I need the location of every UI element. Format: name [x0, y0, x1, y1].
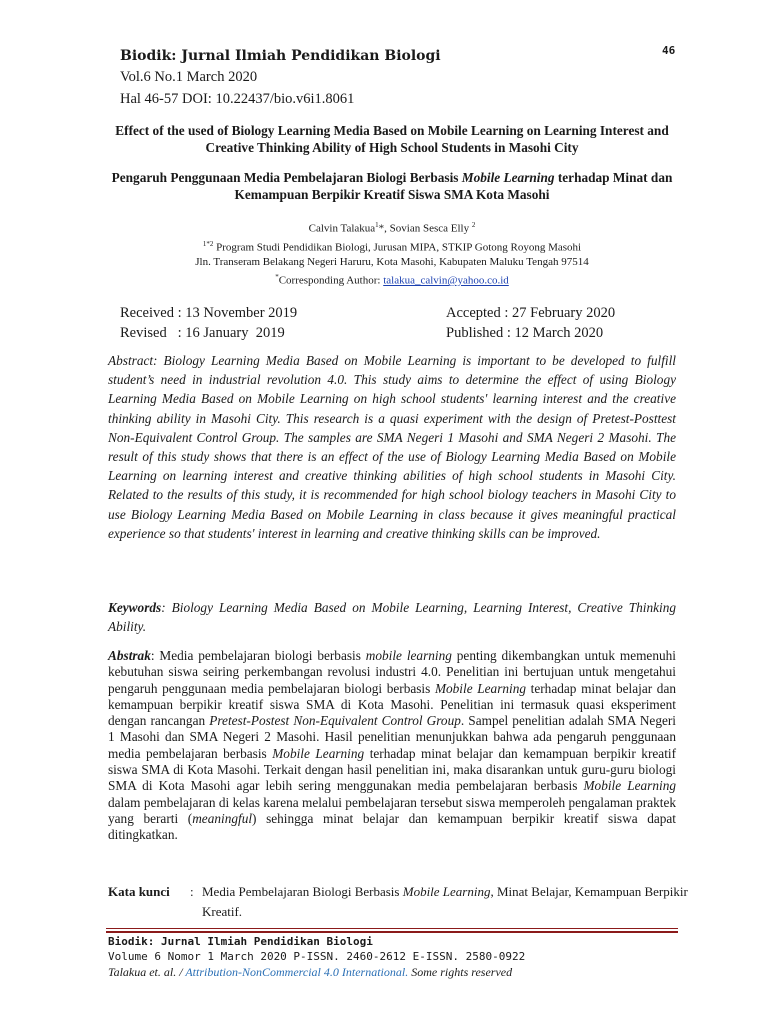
author-2: Sovian Sesca Elly [389, 222, 470, 235]
author-2-sup: 2 [471, 221, 476, 229]
kata-kunci-part: Media Pembelajaran Biologi Berbasis [202, 884, 403, 899]
page-number: 46 [662, 44, 676, 57]
abstrak-italic: Mobile Learning [434, 680, 527, 696]
author-1: Calvin Talakua [308, 222, 376, 235]
email-link[interactable]: talakua_calvin@yahoo.co.id [383, 274, 509, 287]
kata-kunci-colon: : [190, 884, 194, 899]
date-accepted: Accepted : 27 February 2020 [446, 305, 616, 321]
footer-issn: Volume 6 Nomor 1 March 2020 P-ISSN. 2460-2612 E-ISSN. 2580-0922 [108, 950, 526, 963]
abstrak-italic: Mobile Learning [272, 745, 365, 761]
date-published: Published : 12 March 2020 [446, 325, 604, 341]
abstrak-text: : Media pembelajaran biologi berbasis [150, 648, 366, 663]
journal-name: Biodik: Jurnal Ilmiah Pendidikan Biologi [120, 48, 441, 64]
footer-journal: Biodik: Jurnal Ilmiah Pendidikan Biologi [108, 935, 373, 948]
license-link[interactable]: Attribution-NonCommercial 4.0 International. [185, 965, 409, 979]
address: Jln. Transeram Belakang Negeri Haruru, Kota Masohi, Kabupaten Maluku Tengah 97514 [195, 256, 589, 269]
abstrak-label: Abstrak [108, 648, 151, 663]
abstrak-text: terhadap minat belajar dan kemampuan berpikir kreatif siswa SMA di Kota Masohi. Terkait dengan hasil penelitian ini, maka disarankan untuk guru-guru biologi SMA di Kota Masohi agar lebih sering menggunakan media pembelajaran berbasis [108, 745, 677, 794]
author-separator: , [384, 222, 390, 235]
abstrak-italic: Pretest-Postest Non-Equivalent Control Group [209, 713, 461, 729]
title-indonesian [108, 169, 676, 203]
journal-volume: Vol.6 No.1 March 2020 [120, 69, 258, 85]
corresponding-author [108, 270, 676, 289]
date-received: Received : 13 November 2019 [120, 305, 298, 321]
dates-row-1 [120, 303, 680, 323]
corresponding-sup: * [275, 273, 279, 282]
keywords [108, 598, 676, 636]
kata-kunci-text [202, 882, 688, 922]
date-revised: Revised : 16 January 2019 [120, 325, 285, 341]
abstrak-italic: Mobile Learning [583, 778, 676, 794]
affiliation-sup: 1*2 [202, 239, 214, 248]
author-1-mark: * [378, 222, 385, 235]
journal-header [120, 48, 441, 113]
abstrak-text: terhadap minat belajar dan kemampuan berpikir kreatif siswa SMA di Kota Masohi. Penelitian ini termasuk quasi eksperiment dengan rancangan [108, 680, 677, 729]
abstrak-text: ) sehingga minat belajar dan kemampuan berpikir kreatif siswa dapat ditingkatkan. [108, 810, 676, 843]
author-names [108, 218, 676, 237]
journal-doi: Hal 46-57 DOI: 10.22437/bio.v6i1.8061 [120, 91, 355, 107]
keywords-label: Keywords [108, 600, 162, 615]
affiliation-text: Program Studi Pendidikan Biologi, Jurusan MIPA, STKIP Gotong Royong Masohi [213, 241, 582, 254]
abstrak-text: . Sampel penelitian adalah SMA Negeri 1 Masohi dan SMA Negeri 2 Masohi. Hasil penelitian menunjukkan bahwa ada pengaruh penggunaan media pembelajaran berbasis [108, 713, 676, 761]
footer-rights: Some rights reserved [408, 965, 513, 979]
footer-rule-thick [106, 931, 678, 933]
title-id-part3: terhadap Minat dan Kemampuan Berpikir Kreatif Siswa SMA Kota Masohi [234, 170, 673, 202]
kata-kunci-italic: Mobile Learning [402, 884, 491, 899]
abstract-english: Abstract: Biology Learning Media Based on Mobile Learning is important to be developed to fulfill student’s need in industrial revolution 4.0. This study aims to determine the effect of using Biology Learning Media Based on Mobile Learning on high school students' learning interest and the creative thinking ability in Masohi City. This research is a quasi experiment with the design of Pretest-Posttest Non-Equivalent Control Group. The samples are SMA Negeri 1 Masohi and SMA Negeri 2 Masohi. The result of this study shows that there is an effect of the use of Biology Learning Media Based on Mobile Learning on learning interest and creative thinking abilities of high school students in Masohi City. Related to the results of this study, it is recommended for high school biology teachers in Masohi City to use Biology Learning Media Based on Mobile Learning in class because it gives meaningful practical experience so that students' interest in learning and creative thinking skills can be improved. [108, 353, 676, 541]
abstrak-italic: meaningful [192, 810, 253, 826]
abstrak-text: penting dikembangkan untuk memenuhi kebutuhan siswa seiring perkembangan revolusi industri 4.0. Penelitian ini bertujuan untuk mengetahui pengaruh penggunaan media pembelajaran biologi berbasis [108, 648, 676, 696]
title-english: Effect of the used of Biology Learning Media Based on Mobile Learning on Learning Interest and Creative Thinking Ability of High School Students in Masohi City [115, 123, 669, 155]
abstract-indonesian [108, 648, 676, 844]
abstrak-italic: mobile learning [365, 648, 452, 663]
title-id-part1: Pengaruh Penggunaan Media Pembelajaran Biologi Berbasis [111, 170, 462, 185]
kata-kunci-part: , Minat Belajar, Kemampuan Berpikir Kreatif. [202, 884, 688, 919]
author-block [108, 218, 676, 289]
keywords-text: : Biology Learning Media Based on Mobile Learning, Learning Interest, Creative Thinking Ability. [108, 600, 676, 634]
corresponding-label: Corresponding Author: [278, 274, 384, 287]
footer-rule [106, 928, 678, 929]
footer-authors: Talakua et. al. / [108, 965, 186, 979]
kata-kunci-label: Kata kunci [108, 884, 170, 899]
author-1-sup: 1 [375, 221, 379, 229]
abstrak-text: dalam pembelajaran di kelas karena melalui pembelajaran tersebut siswa memperoleh pengalaman praktek yang berarti ( [108, 794, 676, 826]
title-id-italic: Mobile Learning [461, 170, 555, 185]
footer-citation [108, 964, 688, 980]
dates-row-2 [120, 323, 680, 343]
kata-kunci [108, 882, 688, 922]
footer [108, 934, 688, 980]
dates-block [120, 303, 680, 343]
affiliation [108, 237, 676, 256]
